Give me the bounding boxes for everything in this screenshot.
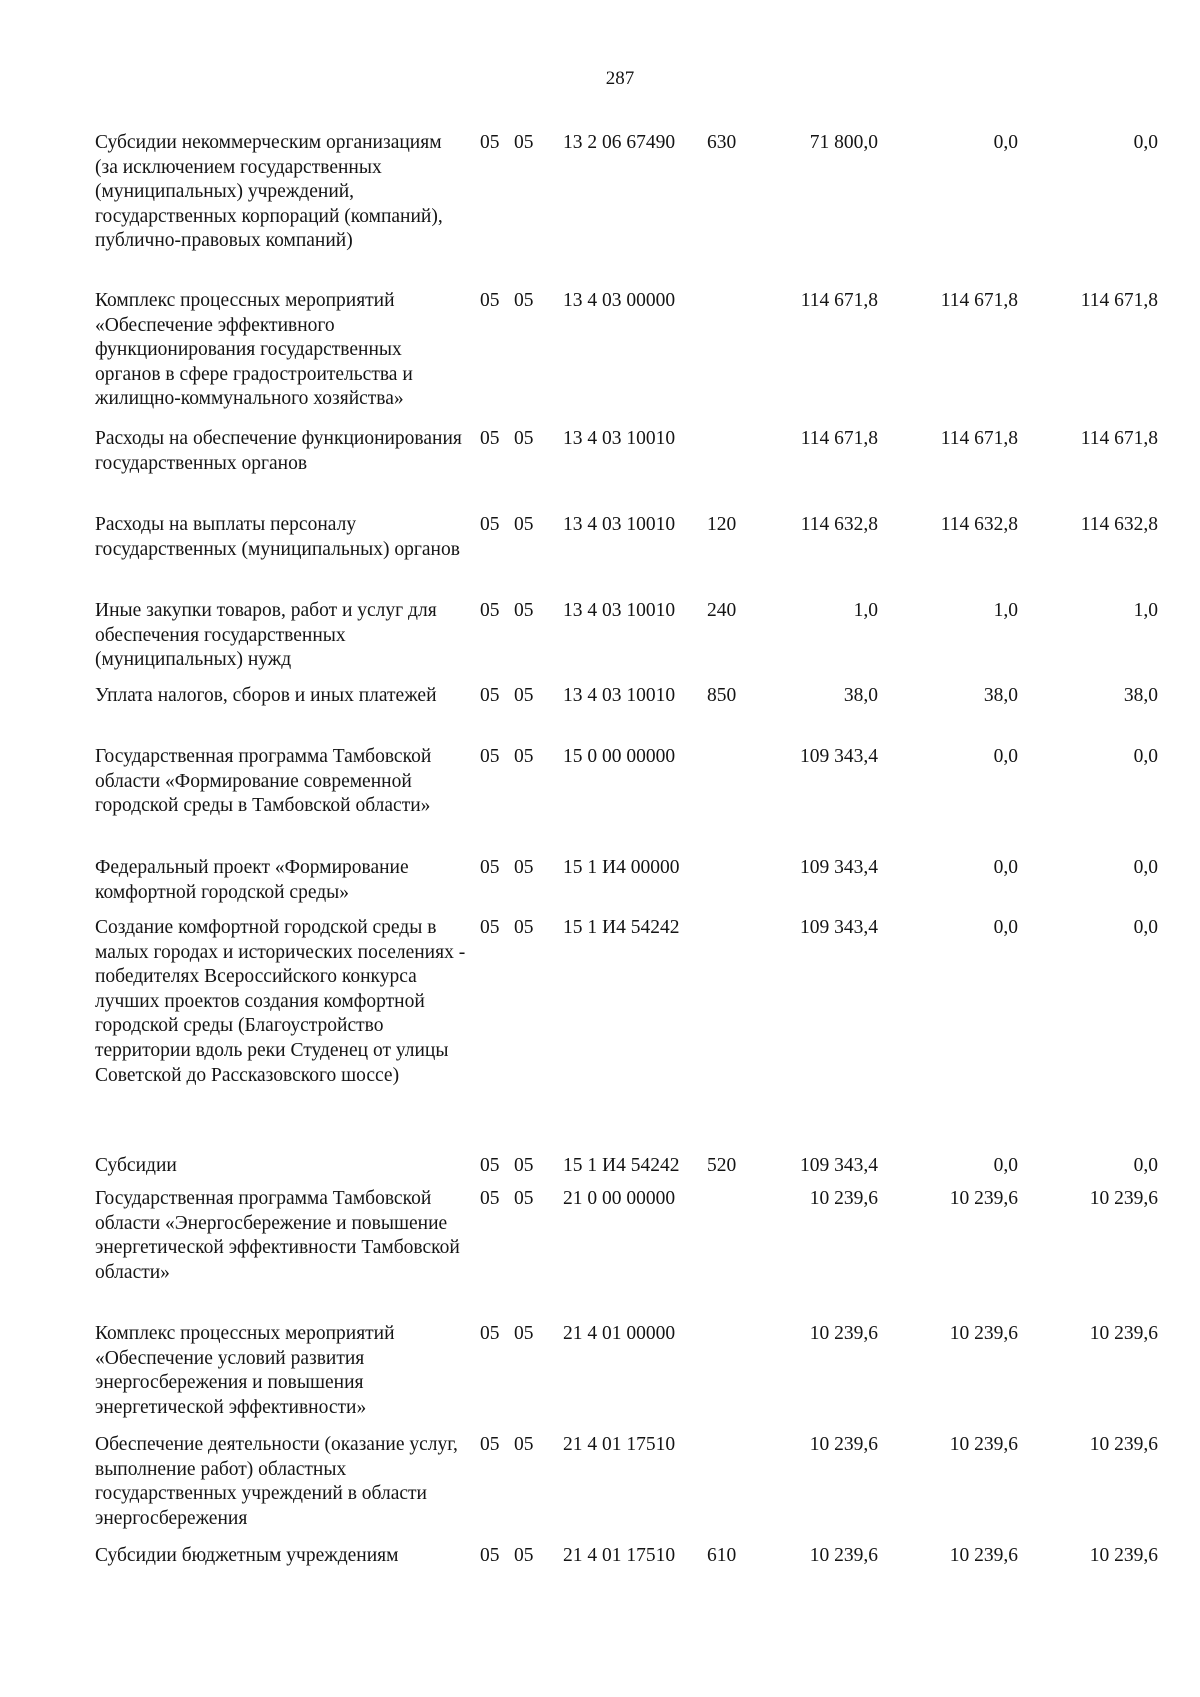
row-subsection-code: 05 (514, 1323, 534, 1344)
row-amount-year-3: 114 671,8 (1080, 290, 1158, 311)
row-section-code: 05 (480, 1323, 500, 1344)
row-amount-year-2: 114 671,8 (940, 290, 1018, 311)
row-expense-type: 520 (707, 1155, 737, 1176)
row-section-code: 05 (480, 290, 500, 311)
row-amount-year-3: 0,0 (1133, 917, 1158, 938)
row-name: Создание комфортной городской среды в малых городах и исторических поселениях - победителях Всероссийского конкурса лучших проектов создания комфортной городской среды (Благоустройство территории вдоль реки Студенец от улицы Советской до Рассказовского шоссе) (95, 917, 466, 1086)
row-target-article: 15 0 00 00000 (563, 746, 676, 767)
row-amount-year-3: 0,0 (1133, 857, 1158, 878)
row-amount-year-2: 0,0 (993, 132, 1018, 153)
row-target-article: 13 4 03 10010 (563, 428, 676, 449)
row-amount-year-1: 114 671,8 (800, 290, 878, 311)
row-amount-year-1: 10 239,6 (809, 1323, 878, 1344)
page-number: 287 (605, 68, 635, 89)
row-section-code: 05 (480, 132, 500, 153)
row-amount-year-2: 0,0 (993, 917, 1018, 938)
row-name: Государственная программа Тамбовской области «Энергосбережение и повышение энергетической эффективности Тамбовской области» (95, 1188, 460, 1283)
row-subsection-code: 05 (514, 290, 534, 311)
row-section-code: 05 (480, 857, 500, 878)
row-name: Расходы на выплаты персоналу государственных (муниципальных) органов (95, 514, 460, 560)
row-target-article: 13 4 03 10010 (563, 600, 676, 621)
row-amount-year-3: 10 239,6 (1089, 1545, 1158, 1566)
row-amount-year-1: 10 239,6 (809, 1545, 878, 1566)
row-amount-year-2: 114 671,8 (940, 428, 1018, 449)
row-amount-year-1: 109 343,4 (800, 917, 878, 938)
row-section-code: 05 (480, 1155, 500, 1176)
row-target-article: 21 4 01 17510 (563, 1434, 676, 1455)
row-target-article: 15 1 И4 00000 (563, 857, 680, 878)
row-name: Субсидии (95, 1155, 177, 1176)
row-name: Комплекс процессных мероприятий «Обеспечение эффективного функционирования государственных органов в сфере градостроительства и жилищно-коммунального хозяйства» (95, 290, 413, 410)
row-amount-year-3: 10 239,6 (1089, 1434, 1158, 1455)
row-target-article: 13 4 03 00000 (563, 290, 676, 311)
row-subsection-code: 05 (514, 685, 534, 706)
row-amount-year-3: 10 239,6 (1089, 1323, 1158, 1344)
row-section-code: 05 (480, 746, 500, 767)
row-amount-year-2: 10 239,6 (949, 1545, 1018, 1566)
row-subsection-code: 05 (514, 1434, 534, 1455)
row-amount-year-2: 38,0 (983, 685, 1018, 706)
row-expense-type: 610 (707, 1545, 737, 1566)
row-subsection-code: 05 (514, 857, 534, 878)
row-amount-year-2: 0,0 (993, 746, 1018, 767)
row-name: Расходы на обеспечение функционирования государственных органов (95, 428, 462, 474)
row-target-article: 21 0 00 00000 (563, 1188, 676, 1209)
row-expense-type: 630 (707, 132, 737, 153)
row-amount-year-2: 10 239,6 (949, 1323, 1018, 1344)
row-amount-year-3: 1,0 (1133, 600, 1158, 621)
row-section-code: 05 (480, 514, 500, 535)
row-amount-year-3: 38,0 (1123, 685, 1158, 706)
row-target-article: 21 4 01 00000 (563, 1323, 676, 1344)
row-section-code: 05 (480, 600, 500, 621)
row-amount-year-1: 10 239,6 (809, 1434, 878, 1455)
row-amount-year-1: 114 632,8 (800, 514, 878, 535)
row-amount-year-3: 0,0 (1133, 132, 1158, 153)
row-name: Субсидии некоммерческим организациям (за исключением государственных (муниципальных) учреждений, государственных корпораций (компаний), публично-правовых компаний) (95, 132, 443, 252)
row-subsection-code: 05 (514, 132, 534, 153)
row-subsection-code: 05 (514, 600, 534, 621)
row-amount-year-3: 10 239,6 (1089, 1188, 1158, 1209)
row-amount-year-1: 109 343,4 (800, 1155, 878, 1176)
row-target-article: 15 1 И4 54242 (563, 917, 680, 938)
row-section-code: 05 (480, 428, 500, 449)
row-amount-year-3: 114 632,8 (1080, 514, 1158, 535)
row-name: Федеральный проект «Формирование комфортной городской среды» (95, 857, 409, 903)
row-section-code: 05 (480, 1545, 500, 1566)
row-subsection-code: 05 (514, 746, 534, 767)
row-section-code: 05 (480, 1188, 500, 1209)
row-target-article: 21 4 01 17510 (563, 1545, 676, 1566)
row-amount-year-2: 114 632,8 (940, 514, 1018, 535)
row-expense-type: 120 (707, 514, 737, 535)
row-subsection-code: 05 (514, 1545, 534, 1566)
row-subsection-code: 05 (514, 917, 534, 938)
row-amount-year-2: 10 239,6 (949, 1434, 1018, 1455)
row-expense-type: 240 (707, 600, 737, 621)
row-amount-year-2: 0,0 (993, 857, 1018, 878)
row-expense-type: 850 (707, 685, 737, 706)
row-amount-year-1: 10 239,6 (809, 1188, 878, 1209)
row-name: Иные закупки товаров, работ и услуг для обеспечения государственных (муниципальных) нужд (95, 600, 437, 671)
row-amount-year-1: 109 343,4 (800, 857, 878, 878)
row-name: Уплата налогов, сборов и иных платежей (95, 685, 437, 706)
row-section-code: 05 (480, 685, 500, 706)
row-amount-year-2: 10 239,6 (949, 1188, 1018, 1209)
row-amount-year-1: 109 343,4 (800, 746, 878, 767)
row-name: Государственная программа Тамбовской области «Формирование современной городской среды в Тамбовской области» (95, 746, 432, 817)
row-name: Субсидии бюджетным учреждениям (95, 1545, 399, 1566)
row-target-article: 13 4 03 10010 (563, 514, 676, 535)
row-subsection-code: 05 (514, 428, 534, 449)
row-subsection-code: 05 (514, 1155, 534, 1176)
row-target-article: 13 2 06 67490 (563, 132, 676, 153)
row-amount-year-2: 0,0 (993, 1155, 1018, 1176)
row-amount-year-1: 114 671,8 (800, 428, 878, 449)
row-name: Обеспечение деятельности (оказание услуг, выполнение работ) областных государственных учреждений в области энергосбережения (95, 1434, 458, 1529)
row-amount-year-3: 0,0 (1133, 746, 1158, 767)
row-amount-year-2: 1,0 (993, 600, 1018, 621)
row-name: Комплекс процессных мероприятий «Обеспечение условий развития энергосбережения и повышения энергетической эффективности» (95, 1323, 395, 1418)
row-section-code: 05 (480, 917, 500, 938)
row-subsection-code: 05 (514, 514, 534, 535)
row-amount-year-1: 1,0 (853, 600, 878, 621)
row-section-code: 05 (480, 1434, 500, 1455)
row-amount-year-1: 38,0 (843, 685, 878, 706)
row-amount-year-3: 114 671,8 (1080, 428, 1158, 449)
row-target-article: 15 1 И4 54242 (563, 1155, 680, 1176)
row-amount-year-1: 71 800,0 (809, 132, 878, 153)
row-subsection-code: 05 (514, 1188, 534, 1209)
row-amount-year-3: 0,0 (1133, 1155, 1158, 1176)
row-target-article: 13 4 03 10010 (563, 685, 676, 706)
